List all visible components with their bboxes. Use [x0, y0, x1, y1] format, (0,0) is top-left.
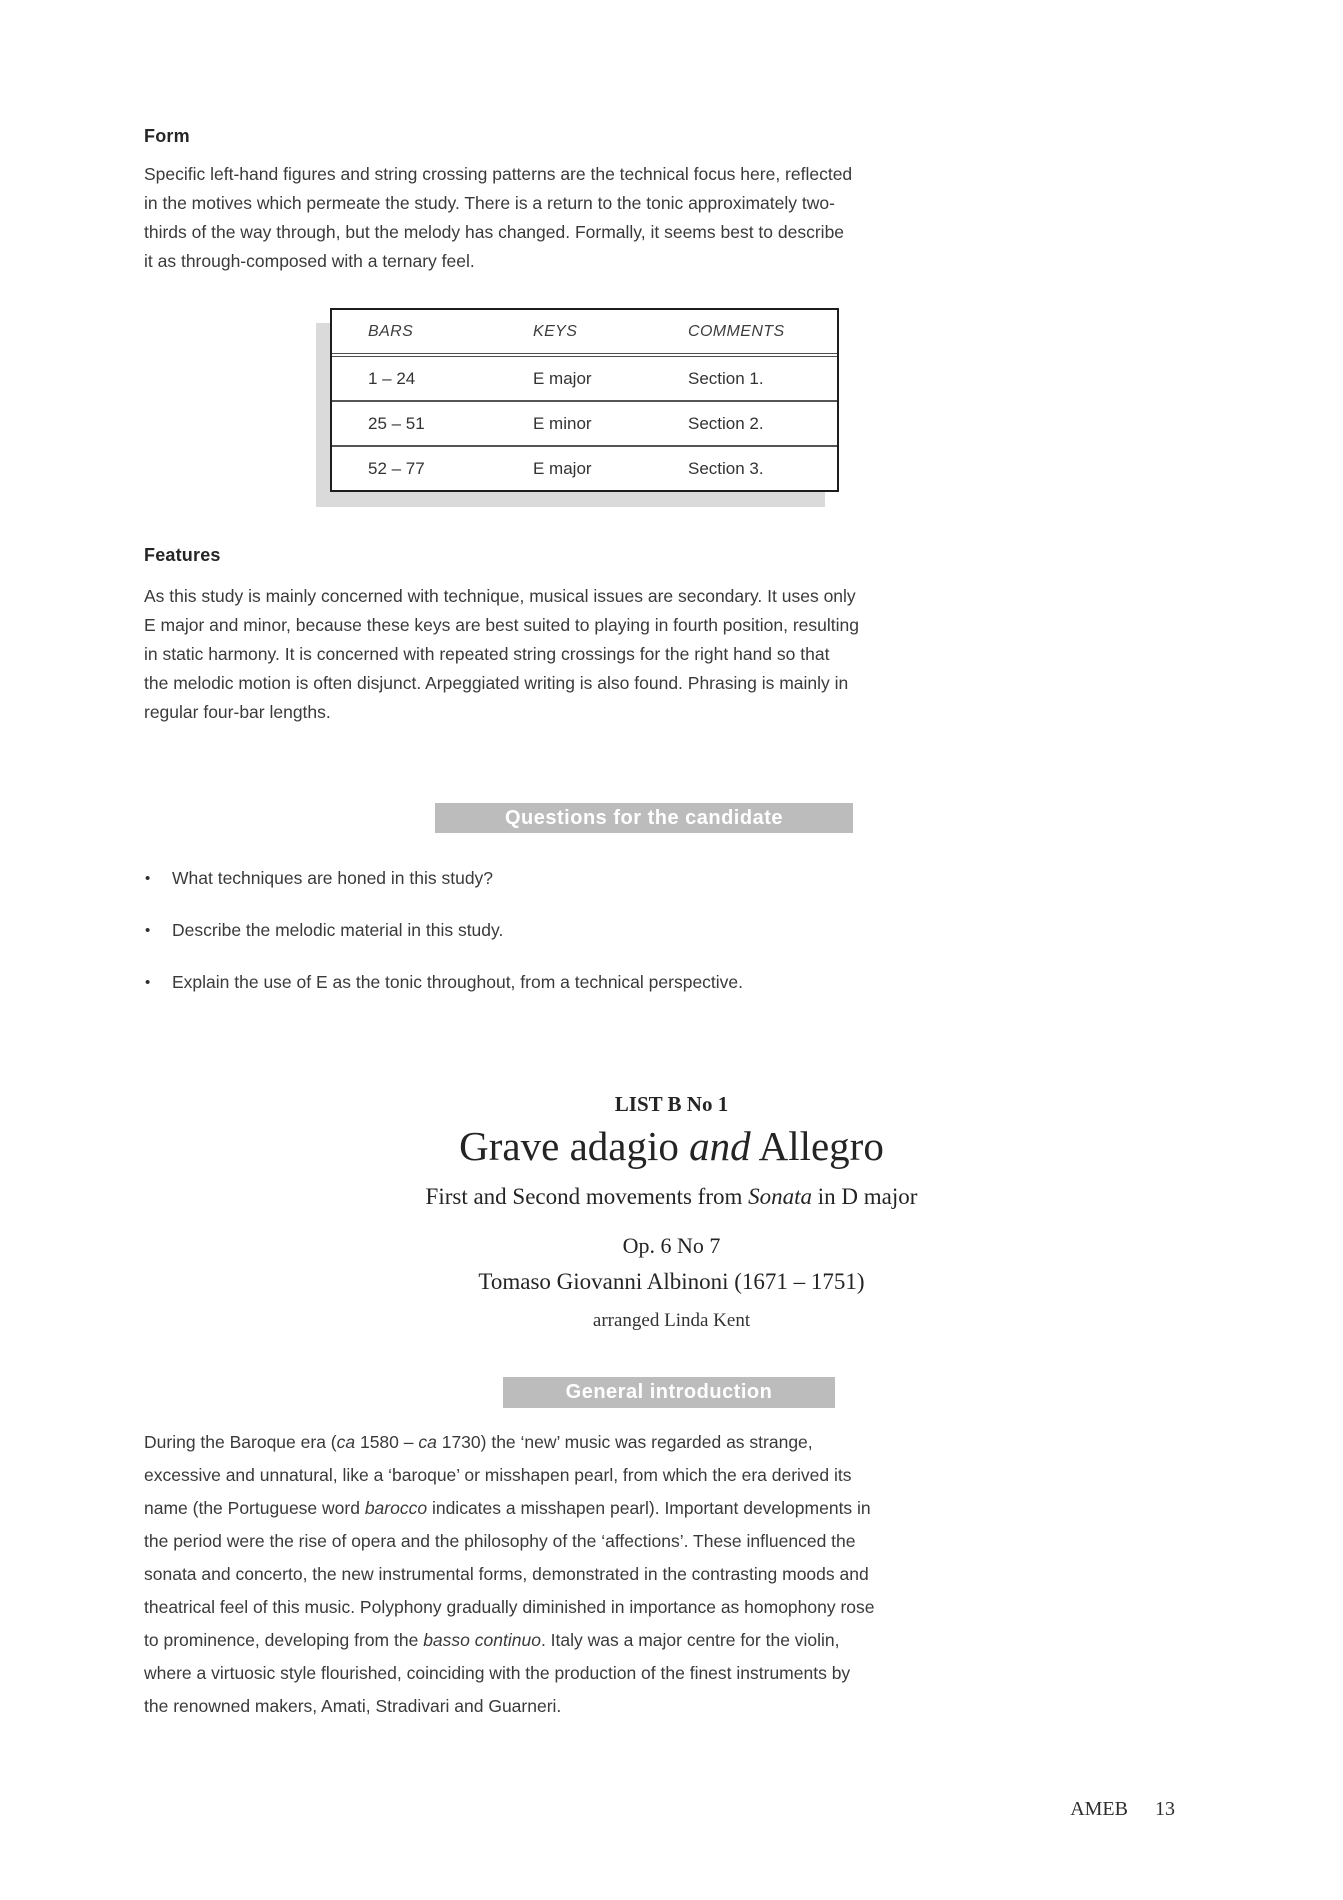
footer-brand: AMEB: [1070, 1798, 1128, 1820]
column-header-bars: BARS: [368, 322, 414, 340]
paragraph-line: the renowned makers, Amati, Stradivari and Guarneri.: [144, 1696, 562, 1716]
paragraph-line: thirds of the way through, but the melody has changed. Formally, it seems best to describe: [144, 222, 845, 242]
keys-cell: E major: [533, 458, 592, 478]
comments-cell: Section 3.: [688, 458, 764, 478]
questions-list: [145, 866, 1045, 995]
list-item: [145, 918, 1045, 943]
table-row: [332, 445, 837, 490]
piece-subtitle: First and Second movements from Sonata in D major: [425, 1184, 918, 1209]
piece-opus: Op. 6 No 7: [622, 1233, 721, 1258]
paragraph-line: theatrical feel of this music. Polyphony gradually diminished in importance as homophony rose: [144, 1597, 875, 1617]
paragraph-line: As this study is mainly concerned with technique, musical issues are secondary. It uses only: [144, 586, 856, 606]
list-item: [145, 970, 1045, 995]
bars-cell: 25 – 51: [368, 413, 425, 433]
paragraph-line: sonata and concerto, the new instrumental forms, demonstrated in the contrasting moods and: [144, 1564, 869, 1584]
list-item: [145, 866, 1045, 891]
paragraph-line: the period were the rise of opera and the philosophy of the ‘affections’. These influenced the: [144, 1531, 856, 1551]
paragraph-line: where a virtuosic style flourished, coinciding with the production of the finest instruments by: [144, 1663, 851, 1683]
page-footer: [1070, 1798, 1175, 1821]
question-text: Explain the use of E as the tonic throughout, from a technical perspective.: [172, 972, 744, 992]
piece-title: Grave adagio and Allegro: [459, 1123, 884, 1169]
keys-cell: E major: [533, 368, 592, 388]
paragraph-line: regular four-bar lengths.: [144, 702, 331, 722]
question-text: Describe the melodic material in this study.: [172, 920, 504, 940]
table-row: [332, 400, 837, 445]
general-introduction-banner: General introduction: [503, 1377, 835, 1408]
general-introduction-paragraph: [144, 1426, 980, 1723]
paragraph-line: E major and minor, because these keys are best suited to playing in fourth position, resulting: [144, 615, 859, 635]
bullet-icon: •: [145, 974, 151, 991]
paragraph-line: excessive and unnatural, like a ‘baroque’ or misshapen pearl, from which the era derived its: [144, 1465, 852, 1485]
paragraph-line: Specific left-hand figures and string crossing patterns are the technical focus here, reflected: [144, 164, 853, 184]
bullet-icon: •: [145, 870, 151, 887]
bars-cell: 1 – 24: [368, 368, 416, 388]
bars-cell: 52 – 77: [368, 458, 425, 478]
features-heading: Features: [144, 545, 221, 565]
paragraph-line: in static harmony. It is concerned with repeated string crossings for the right hand so that: [144, 644, 830, 664]
paragraph-line: During the Baroque era (ca 1580 – ca 1730) the ‘new’ music was regarded as strange,: [144, 1432, 813, 1452]
keys-table: [330, 308, 839, 492]
table-header-row: [332, 310, 837, 357]
comments-cell: Section 2.: [688, 413, 764, 433]
column-header-comments: COMMENTS: [688, 322, 785, 340]
questions-banner: Questions for the candidate: [435, 803, 853, 833]
form-paragraph: [144, 160, 980, 276]
paragraph-line: to prominence, developing from the basso continuo. Italy was a major centre for the violin,: [144, 1630, 840, 1650]
question-text: What techniques are honed in this study?: [172, 868, 494, 888]
piece-composer: Tomaso Giovanni Albinoni (1671 – 1751): [478, 1269, 865, 1294]
paragraph-line: name (the Portuguese word barocco indicates a misshapen pearl). Important developments in: [144, 1498, 871, 1518]
form-heading: Form: [144, 126, 190, 146]
keys-cell: E minor: [533, 413, 592, 433]
table-row: [332, 357, 837, 400]
footer-page-number: 13: [1155, 1798, 1175, 1820]
paragraph-line: the melodic motion is often disjunct. Arpeggiated writing is also found. Phrasing is mainly in: [144, 673, 849, 693]
paragraph-line: in the motives which permeate the study. There is a return to the tonic approximately two-: [144, 193, 835, 213]
features-paragraph: [144, 582, 980, 727]
bullet-icon: •: [145, 922, 151, 939]
list-label: LIST B No 1: [614, 1092, 729, 1116]
comments-cell: Section 1.: [688, 368, 764, 388]
piece-arranger: arranged Linda Kent: [592, 1310, 751, 1331]
column-header-keys: KEYS: [533, 322, 578, 340]
paragraph-line: it as through-composed with a ternary feel.: [144, 251, 475, 271]
